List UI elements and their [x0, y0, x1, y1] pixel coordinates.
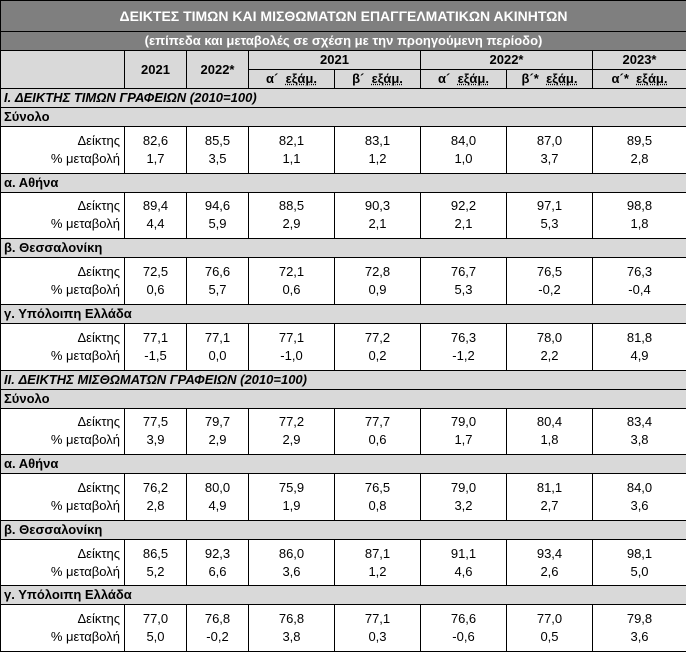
value-cell [507, 192, 593, 239]
index-value: 77,0 [536, 611, 563, 627]
header-quarter: β´ εξάμ. [335, 70, 421, 89]
group-row [1, 239, 686, 258]
value-cell [507, 474, 593, 521]
value-cell [507, 323, 593, 370]
value-cell [335, 258, 421, 305]
table-row [1, 539, 686, 586]
change-value: 1,1 [282, 150, 301, 166]
index-value: 87,1 [364, 545, 391, 561]
value-cell [125, 408, 187, 455]
index-value: 77,0 [142, 611, 169, 627]
value-cell [593, 539, 686, 586]
value-cell [249, 127, 335, 174]
value-cell [125, 258, 187, 305]
index-value: 72,8 [364, 264, 391, 280]
table-row [1, 408, 686, 455]
value-cell [421, 605, 507, 652]
value-cell [335, 408, 421, 455]
value-cell [421, 258, 507, 305]
index-label: Δείκτης [77, 611, 120, 627]
index-value: 76,6 [204, 264, 231, 280]
value-cell [593, 408, 686, 455]
change-value: 1,2 [368, 563, 387, 579]
index-value: 79,7 [204, 414, 231, 430]
value-cell [335, 474, 421, 521]
value-cell [507, 605, 593, 652]
index-value: 76,8 [278, 611, 305, 627]
index-label: Δείκτης [77, 198, 120, 214]
change-value: 3,5 [208, 150, 227, 166]
value-cell [187, 258, 249, 305]
change-value: 2,1 [454, 216, 473, 232]
index-label: Δείκτης [77, 132, 120, 148]
value-cell [187, 192, 249, 239]
value-cell [421, 539, 507, 586]
header-quarter: α´* εξάμ. [593, 70, 686, 89]
change-value: 5,0 [146, 629, 165, 645]
value-cell [421, 127, 507, 174]
change-value: -0,6 [452, 629, 475, 645]
row-labels [1, 474, 125, 521]
value-cell [187, 605, 249, 652]
table-row [1, 127, 686, 174]
index-label: Δείκτης [77, 545, 120, 561]
change-label: % μεταβολή [50, 282, 120, 298]
header-quarter: β´* εξάμ. [507, 70, 593, 89]
change-value: 5,7 [208, 282, 227, 298]
index-value: 79,8 [626, 611, 653, 627]
change-value: 4,4 [146, 216, 165, 232]
header-year-2023: 2023* [593, 51, 686, 70]
index-value: 90,3 [364, 198, 391, 214]
index-value: 77,7 [364, 414, 391, 430]
change-value: -0,4 [628, 282, 651, 298]
change-value: 0,2 [368, 347, 387, 363]
change-value: 4,9 [208, 497, 227, 513]
group-title: β. Θεσσαλονίκη [1, 239, 686, 258]
index-value: 97,1 [536, 198, 563, 214]
section-row [1, 370, 686, 389]
change-label: % μεταβολή [50, 432, 120, 448]
value-cell [249, 408, 335, 455]
value-cell [335, 539, 421, 586]
index-value: 86,5 [142, 545, 169, 561]
index-value: 76,3 [450, 329, 477, 345]
change-value: 2,8 [146, 497, 165, 513]
change-value: 1,8 [630, 216, 649, 232]
index-label: Δείκτης [77, 329, 120, 345]
change-value: 0,5 [540, 629, 559, 645]
index-value: 81,1 [536, 479, 563, 495]
table-row [1, 192, 686, 239]
group-title: Σύνολο [1, 389, 686, 408]
index-value: 80,4 [536, 414, 563, 430]
change-value: 0,6 [146, 282, 165, 298]
index-value: 84,0 [626, 479, 653, 495]
change-value: 1,9 [282, 497, 301, 513]
value-cell [421, 192, 507, 239]
value-cell [125, 474, 187, 521]
index-value: 76,3 [626, 264, 653, 280]
change-value: 0,6 [368, 432, 387, 448]
change-value: 0,3 [368, 629, 387, 645]
index-value: 77,2 [278, 414, 305, 430]
index-value: 80,0 [204, 479, 231, 495]
change-value: 5,9 [208, 216, 227, 232]
group-title: γ. Υπόλοιπη Ελλάδα [1, 304, 686, 323]
change-label: % μεταβολή [50, 347, 120, 363]
index-value: 92,3 [204, 545, 231, 561]
change-value: 2,1 [368, 216, 387, 232]
change-value: 1,7 [146, 150, 165, 166]
change-value: 0,0 [208, 347, 227, 363]
index-value: 93,4 [536, 545, 563, 561]
table-title: ΔΕΙΚΤΕΣ ΤΙΜΩΝ ΚΑΙ ΜΙΣΘΩΜΑΤΩΝ ΕΠΑΓΓΕΛΜΑΤΙΚΩΝ ΑΚΙΝΗΤΩΝ [1, 1, 686, 32]
value-cell [507, 127, 593, 174]
row-labels [1, 258, 125, 305]
value-cell [125, 539, 187, 586]
index-value: 82,1 [278, 132, 305, 148]
value-cell [507, 539, 593, 586]
change-value: 5,3 [540, 216, 559, 232]
index-value: 76,6 [450, 611, 477, 627]
value-cell [593, 474, 686, 521]
group-title: γ. Υπόλοιπη Ελλάδα [1, 586, 686, 605]
index-value: 77,1 [204, 329, 231, 345]
index-value: 79,0 [450, 479, 477, 495]
index-value: 89,5 [626, 132, 653, 148]
index-value: 76,2 [142, 479, 169, 495]
group-title: β. Θεσσαλονίκη [1, 520, 686, 539]
change-value: 2,9 [282, 432, 301, 448]
value-cell [125, 127, 187, 174]
change-value: 0,6 [282, 282, 301, 298]
change-value: -1,2 [452, 347, 475, 363]
row-labels [1, 127, 125, 174]
index-value: 89,4 [142, 198, 169, 214]
change-label: % μεταβολή [50, 150, 120, 166]
row-labels [1, 539, 125, 586]
index-value: 77,5 [142, 414, 169, 430]
change-value: 2,8 [630, 150, 649, 166]
value-cell [125, 192, 187, 239]
change-value: 0,8 [368, 497, 387, 513]
index-value: 94,6 [204, 198, 231, 214]
change-value: 3,7 [540, 150, 559, 166]
change-label: % μεταβολή [50, 497, 120, 513]
change-value: 2,2 [540, 347, 559, 363]
change-label: % μεταβολή [50, 629, 120, 645]
value-cell [335, 127, 421, 174]
header-year-2021: 2021 [249, 51, 421, 70]
group-row [1, 455, 686, 474]
value-cell [187, 408, 249, 455]
index-value: 79,0 [450, 414, 477, 430]
value-cell [421, 474, 507, 521]
table-subtitle: (επίπεδα και μεταβολές σε σχέση με την προηγούμενη περίοδο) [1, 32, 686, 51]
index-value: 98,1 [626, 545, 653, 561]
value-cell [593, 323, 686, 370]
index-value: 76,7 [450, 264, 477, 280]
index-value: 91,1 [450, 545, 477, 561]
value-cell [507, 258, 593, 305]
index-label: Δείκτης [77, 414, 120, 430]
index-value: 86,0 [278, 545, 305, 561]
change-value: 1,2 [368, 150, 387, 166]
group-row [1, 586, 686, 605]
change-value: 1,8 [540, 432, 559, 448]
header-year-2022: 2022* [421, 51, 593, 70]
index-value: 92,2 [450, 198, 477, 214]
index-value: 77,1 [364, 611, 391, 627]
header-corner [1, 51, 125, 89]
index-value: 81,8 [626, 329, 653, 345]
index-value: 72,5 [142, 264, 169, 280]
index-value: 88,5 [278, 198, 305, 214]
index-value: 76,5 [536, 264, 563, 280]
value-cell [421, 408, 507, 455]
index-value: 77,1 [278, 329, 305, 345]
group-row [1, 520, 686, 539]
index-value: 84,0 [450, 132, 477, 148]
change-value: 0,9 [368, 282, 387, 298]
value-cell [187, 474, 249, 521]
table-row [1, 323, 686, 370]
value-cell [507, 408, 593, 455]
change-value: -0,2 [206, 629, 229, 645]
change-value: 4,9 [630, 347, 649, 363]
index-label: Δείκτης [77, 264, 120, 280]
change-value: -0,2 [538, 282, 561, 298]
change-value: 3,8 [282, 629, 301, 645]
change-value: 3,8 [630, 432, 649, 448]
group-title: α. Αθήνα [1, 455, 686, 474]
change-value: 5,0 [630, 563, 649, 579]
value-cell [593, 258, 686, 305]
change-value: 4,6 [454, 563, 473, 579]
value-cell [593, 192, 686, 239]
row-labels [1, 408, 125, 455]
value-cell [249, 539, 335, 586]
index-value: 85,5 [204, 132, 231, 148]
row-labels [1, 323, 125, 370]
header-annual-2022: 2022* [187, 51, 249, 89]
change-value: 3,6 [630, 629, 649, 645]
value-cell [593, 127, 686, 174]
index-value: 75,9 [278, 479, 305, 495]
group-title: Σύνολο [1, 108, 686, 127]
change-value: 3,6 [630, 497, 649, 513]
value-cell [187, 127, 249, 174]
change-value: 6,6 [208, 563, 227, 579]
index-value: 83,1 [364, 132, 391, 148]
index-value: 72,1 [278, 264, 305, 280]
change-value: 3,6 [282, 563, 301, 579]
table-row [1, 474, 686, 521]
value-cell [335, 605, 421, 652]
table-row [1, 258, 686, 305]
section-row [1, 89, 686, 108]
index-value: 77,2 [364, 329, 391, 345]
section-title: II. ΔΕΙΚΤΗΣ ΜΙΣΘΩΜΑΤΩΝ ΓΡΑΦΕΙΩΝ (2010=100) [1, 370, 686, 389]
change-value: 1,0 [454, 150, 473, 166]
value-cell [249, 192, 335, 239]
index-value: 83,4 [626, 414, 653, 430]
change-value: 5,2 [146, 563, 165, 579]
value-cell [249, 474, 335, 521]
change-value: 2,7 [540, 497, 559, 513]
index-value: 82,6 [142, 132, 169, 148]
value-cell [187, 539, 249, 586]
group-row [1, 173, 686, 192]
row-labels [1, 605, 125, 652]
change-value: 2,9 [282, 216, 301, 232]
value-cell [335, 192, 421, 239]
group-row [1, 108, 686, 127]
section-title: I. ΔΕΙΚΤΗΣ ΤΙΜΩΝ ΓΡΑΦΕΙΩΝ (2010=100) [1, 89, 686, 108]
change-value: 3,2 [454, 497, 473, 513]
index-value: 98,8 [626, 198, 653, 214]
change-value: -1,0 [280, 347, 303, 363]
change-value: 2,6 [540, 563, 559, 579]
value-cell [421, 323, 507, 370]
table-row [1, 605, 686, 652]
value-cell [249, 323, 335, 370]
value-cell [187, 323, 249, 370]
value-cell [249, 605, 335, 652]
change-value: 5,3 [454, 282, 473, 298]
index-label: Δείκτης [77, 479, 120, 495]
change-value: 3,9 [146, 432, 165, 448]
row-labels [1, 192, 125, 239]
value-cell [335, 323, 421, 370]
change-value: 1,7 [454, 432, 473, 448]
change-label: % μεταβολή [50, 563, 120, 579]
value-cell [249, 258, 335, 305]
value-cell [593, 605, 686, 652]
value-cell [125, 605, 187, 652]
header-annual-2021: 2021 [125, 51, 187, 89]
group-row [1, 389, 686, 408]
group-title: α. Αθήνα [1, 173, 686, 192]
header-quarter: α´ εξάμ. [421, 70, 507, 89]
index-value: 76,8 [204, 611, 231, 627]
index-value: 76,5 [364, 479, 391, 495]
index-value: 78,0 [536, 329, 563, 345]
index-value: 87,0 [536, 132, 563, 148]
change-label: % μεταβολή [50, 216, 120, 232]
change-value: -1,5 [144, 347, 167, 363]
value-cell [125, 323, 187, 370]
index-value: 77,1 [142, 329, 169, 345]
group-row [1, 304, 686, 323]
header-quarter: α´ εξάμ. [249, 70, 335, 89]
change-value: 2,9 [208, 432, 227, 448]
